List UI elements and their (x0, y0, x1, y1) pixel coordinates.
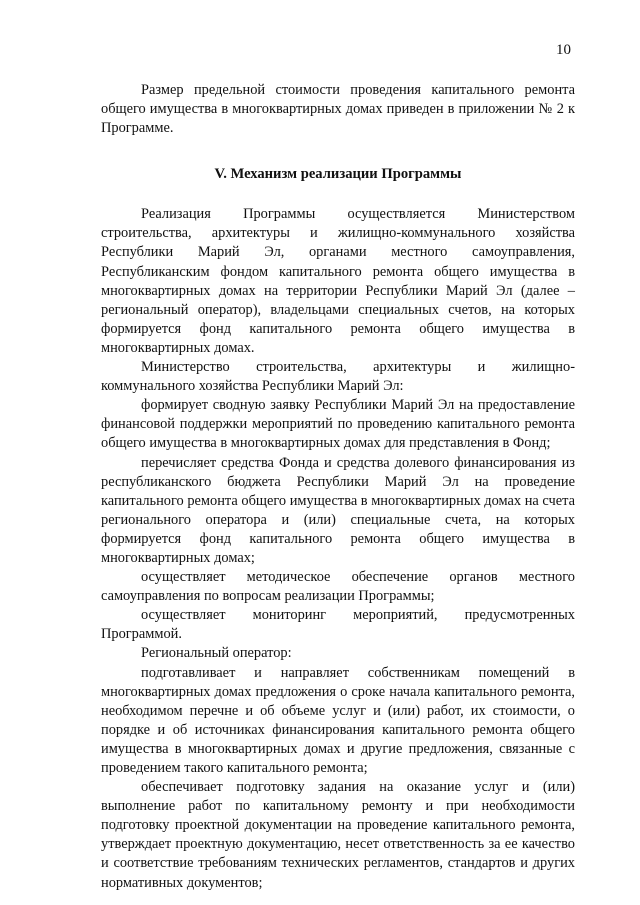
page-number: 10 (556, 42, 571, 58)
paragraph-ministry-transfers-funds: перечисляет средства Фонда и средства долевого финансирования из республиканского бюджета Республики Марий Эл на проведение капитального ремонта общего имущества в многоквартирных домах на счета регионального оператора и (или) специальные счета, на которых формируется фонд капитального ремонта общего имущества в многоквартирных домах; (101, 454, 575, 566)
paragraph-operator-design-tasks: обеспечивает подготовку задания на оказание услуг и (или) выполнение работ по капитальному ремонту и при необходимости подготовку проектной документации на проведение капитального ремонта, утверждает проектную документацию, несет ответственность за ее качество и соответствие требованиям технических регламентов, стандартов и других нормативных документов; (101, 779, 575, 891)
paragraph-operator-proposals: подготавливает и направляет собственникам помещений в многоквартирных домах предложения о сроке начала капитального ремонта, необходимом перечне и об объеме услуг и (или) работ, их стоимости, о порядке и об источниках финансирования капитального ремонта общего имущества в многоквартирных домах и другие предложения, связанные с проведением такого капитального ремонта; (101, 664, 575, 776)
paragraph-ministry-forms-request: формирует сводную заявку Республики Марий Эл на предоставление финансовой поддержки мероприятий по проведению капитального ремонта общего имущества в многоквартирных домах для представления в Фонд; (101, 397, 575, 452)
paragraph-ministry-monitoring: осуществляет мониторинг мероприятий, предусмотренных Программой. (101, 607, 575, 643)
intro-paragraph: Размер предельной стоимости проведения капитального ремонта общего имущества в многоквартирных домах приведен в приложении № 2 к Программе. (101, 82, 575, 137)
paragraph-ministry-intro: Министерство строительства, архитектуры и жилищно-коммунального хозяйства Республики Марий Эл: (101, 359, 575, 395)
paragraph-ministry-methodical-support: осуществляет методическое обеспечение органов местного самоуправления по вопросам реализации Программы; (101, 569, 575, 605)
paragraph-operator-intro: Региональный оператор: (141, 645, 292, 662)
section-heading: V. Механизм реализации Программы (214, 166, 462, 183)
paragraph-implementation: Реализация Программы осуществляется Министерством строительства, архитектуры и жилищно-коммунального хозяйства Республики Марий Эл, органами местного самоуправления, Республиканским фондом капитального ремонта общего имущества в многоквартирных домах на территории Республики Марий Эл (далее – региональный оператор), владельцами специальных счетов, на которых формируется фонд капитального ремонта общего имущества в многоквартирных домах. (101, 206, 575, 356)
document-body (101, 81, 575, 893)
